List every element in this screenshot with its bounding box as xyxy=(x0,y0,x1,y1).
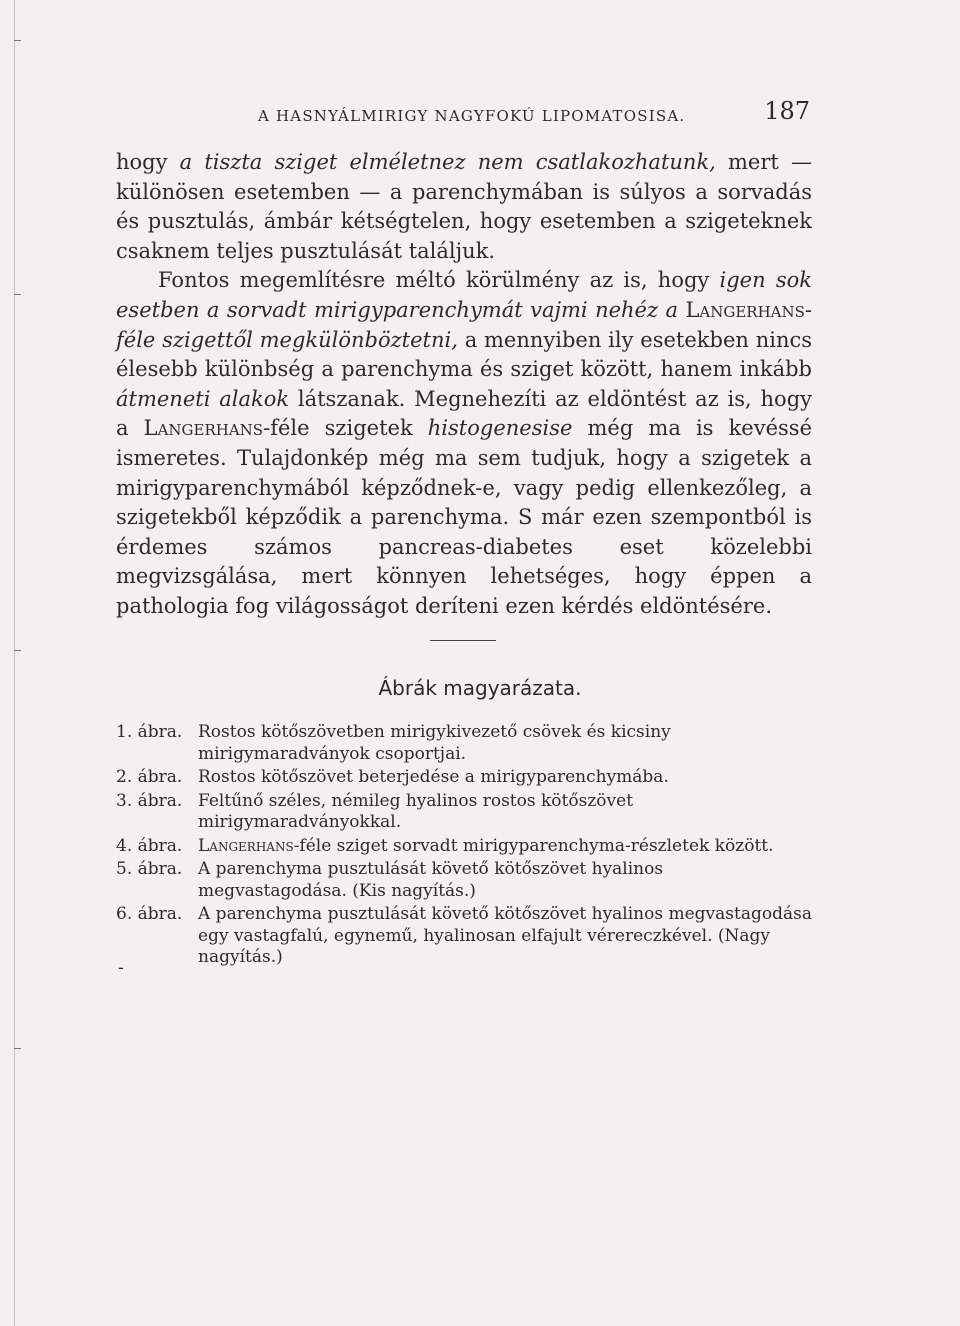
italic-run: -féle szigettől megkülönböztetni, xyxy=(116,297,812,352)
page-number: 187 xyxy=(764,97,810,125)
section-rule xyxy=(430,640,496,641)
figure-legend xyxy=(116,722,816,971)
legend-text: A parenchyma pusztulását követő kötőszövet hyalinos megvastagodása. (Kis nagyítás.) xyxy=(198,859,664,901)
legend-item xyxy=(116,791,816,834)
paragraph-1 xyxy=(116,148,812,266)
italic-run: igen sok esetben a sorvadt mirigyparenchymát vajmi nehéz a xyxy=(116,268,812,322)
text-run: Fontos megemlítésre méltó körülmény az is, hogy xyxy=(158,268,720,293)
text-run: a mennyiben ily esetekben nincs élesebb különbség a parenchyma és sziget között, hanem inkább xyxy=(116,327,813,382)
legend-number: 2. ábra. xyxy=(116,767,183,787)
page-header xyxy=(258,97,810,133)
italic-run: átmeneti alakok xyxy=(116,386,290,411)
legend-item xyxy=(116,722,816,765)
scan-edge-tick xyxy=(14,650,21,651)
smallcaps-run: Langerhans xyxy=(685,297,805,322)
legend-title: Ábrák magyarázata. xyxy=(378,676,582,700)
italic-run: histogenesise xyxy=(427,416,573,441)
legend-text: A parenchyma pusztulását követő kötőszövet hyalinos megvastagodása egy vastagfalú, egynemű, hyalinosan elfajult vérereczkével. (Nagy nagyítás.) xyxy=(198,904,812,967)
legend-number: 6. ábra. xyxy=(116,904,183,924)
legend-number: 1. ábra. xyxy=(116,722,183,742)
legend-number: 4. ábra. xyxy=(116,835,183,856)
body-text xyxy=(116,148,812,622)
legend-number: 5. ábra. xyxy=(116,859,183,879)
legend-item xyxy=(116,836,816,858)
text-run: még ma is kevéssé ismeretes. Tulajdonkép még ma sem tudjuk, hogy a szigetek a mirigyparenchymából képződnek-e, vagy pedig ellenkezőleg, a szigetekből képződik a parenchyma. S már ezen szempontból is érdemes számos pancreas-diabetes eset közelebbi megvizsgálása, mert könnyen lehetséges, hogy éppen a pathologia fog világosságot deríteni ezen kérdés eldöntésére. xyxy=(116,416,812,618)
text-run: hogy xyxy=(116,150,180,174)
legend-text: Rostos kötőszövetben mirigykivezető csövek és kicsiny mirigymaradványok csoportjai. xyxy=(198,722,671,764)
scan-edge-tick xyxy=(14,294,21,295)
legend-item xyxy=(116,767,816,789)
text-run: -féle szigetek xyxy=(263,416,428,441)
legend-text: Feltűnő széles, némileg hyalinos rostos kötőszövet mirigymaradványokkal. xyxy=(198,790,634,832)
paragraph-2 xyxy=(116,266,812,621)
text-run: látszanak. Megnehezíti az eldöntést az is, hogy a xyxy=(116,386,812,441)
legend-item xyxy=(116,859,816,902)
smallcaps-run: Langerhans xyxy=(143,416,264,441)
scan-edge-line xyxy=(14,0,15,1326)
legend-text: Rostos kötőszövet beterjedése a mirigyparenchymába. xyxy=(198,767,669,787)
legend-item xyxy=(116,904,816,969)
stray-dash-mark: - xyxy=(118,958,124,978)
scan-edge-tick xyxy=(14,1048,21,1049)
legend-number: 3. ábra. xyxy=(116,790,183,811)
scan-edge-tick xyxy=(14,40,21,41)
text-run: mert — különösen esetemben — a parenchymában is súlyos a sorvadás és pusztulás, ámbár kétségtelen, hogy esetemben a szigeteknek csaknem teljes pusztulását találjuk. xyxy=(116,150,812,263)
running-title: A HASNYÁLMIRIGY NAGYFOKÚ LIPOMATOSISA. xyxy=(258,107,686,125)
legend-text: -féle sziget sorvadt mirigyparenchyma-részletek között. xyxy=(293,835,774,856)
italic-run: a tiszta sziget elméletnez nem csatlakozhatunk, xyxy=(179,150,716,174)
legend-smallcaps: Langerhans xyxy=(198,835,294,856)
